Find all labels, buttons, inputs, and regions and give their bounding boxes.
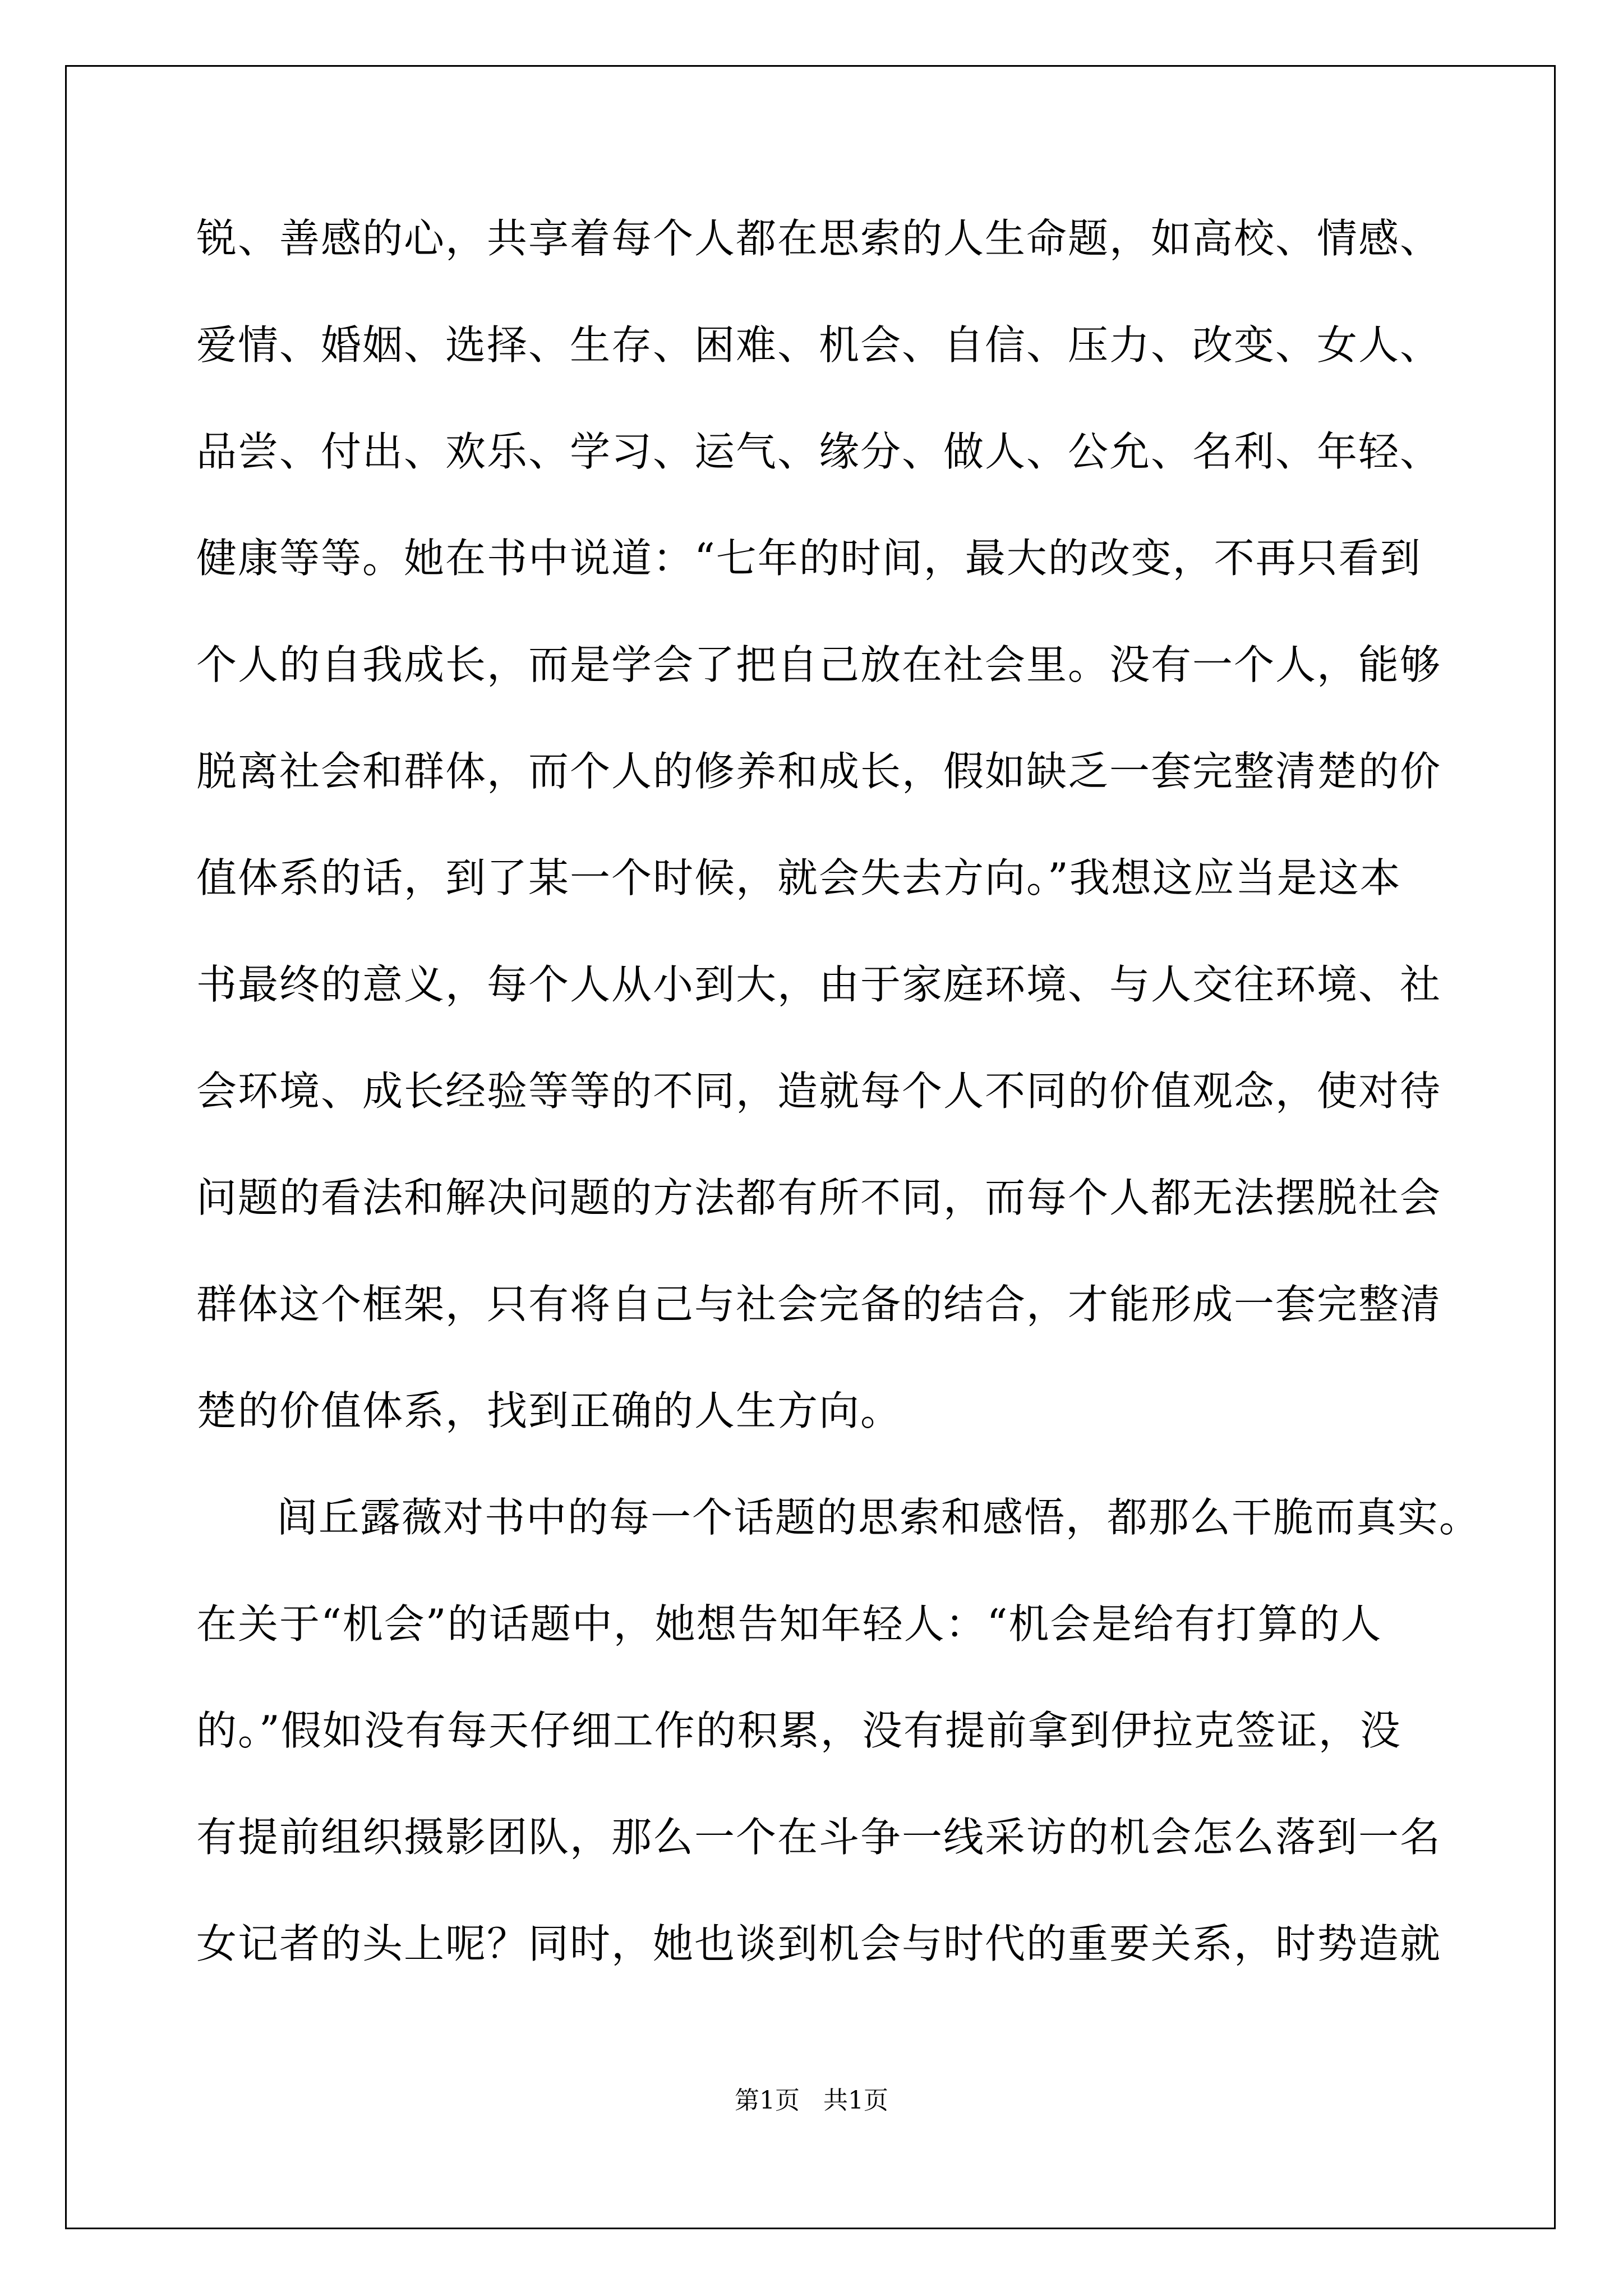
- text-line: 个人的自我成长，而是学会了把自己放在社会里。没有一个人，能够: [196, 641, 1442, 688]
- text-line: 有提前组织摄影团队，那么一个在斗争一线采访的机会怎么落到一名: [196, 1814, 1442, 1861]
- text-line: 楚的价值体系，找到正确的人生方向。: [196, 1387, 902, 1434]
- document-body: [196, 185, 1481, 1997]
- text-line: 群体这个框架，只有将自己与社会完备的结合，才能形成一套完整清: [196, 1281, 1442, 1328]
- paragraph-start-line: 闾丘露薇对书中的每一个话题的思索和感悟，都那么干脆而真实。: [277, 1494, 1481, 1541]
- text-line: 会环境、成长经验等等的不同，造就每个人不同的价值观念，使对待: [196, 1068, 1442, 1115]
- text-line: 锐、善感的心，共享着每个人都在思索的人生命题，如高校、情感、: [196, 215, 1442, 262]
- page-number-current: 第1页: [735, 2086, 800, 2115]
- text-line: 书最终的意义，每个人从小到大，由于家庭环境、与人交往环境、社: [196, 961, 1442, 1008]
- text-line: 爱情、婚姻、选择、生存、困难、机会、自信、压力、改变、女人、: [196, 321, 1442, 369]
- text-line: 女记者的头上呢？同时，她也谈到机会与时代的重要关系，时势造就: [196, 1920, 1442, 1967]
- text-line: 的。”假如没有每天仔细工作的积累，没有提前拿到伊拉克签证，没: [196, 1707, 1401, 1754]
- text-line: 品尝、付出、欢乐、学习、运气、缘分、做人、公允、名利、年轻、: [196, 428, 1442, 475]
- text-line: 问题的看法和解决问题的方法都有所不同，而每个人都无法摆脱社会: [196, 1174, 1442, 1221]
- text-line: 健康等等。她在书中说道：“七年的时间，最大的改变，不再只看到: [196, 535, 1422, 582]
- page-footer: [0, 2080, 1623, 2116]
- text-line: 在关于“机会”的话题中，她想告知年轻人：“机会是给有打算的人: [196, 1600, 1382, 1648]
- text-line: 值体系的话，到了某一个时候，就会失去方向。”我想这应当是这本: [196, 854, 1401, 901]
- text-line: 脱离社会和群体，而个人的修养和成长，假如缺乏一套完整清楚的价: [196, 748, 1442, 795]
- page-number-total: 共1页: [823, 2086, 888, 2115]
